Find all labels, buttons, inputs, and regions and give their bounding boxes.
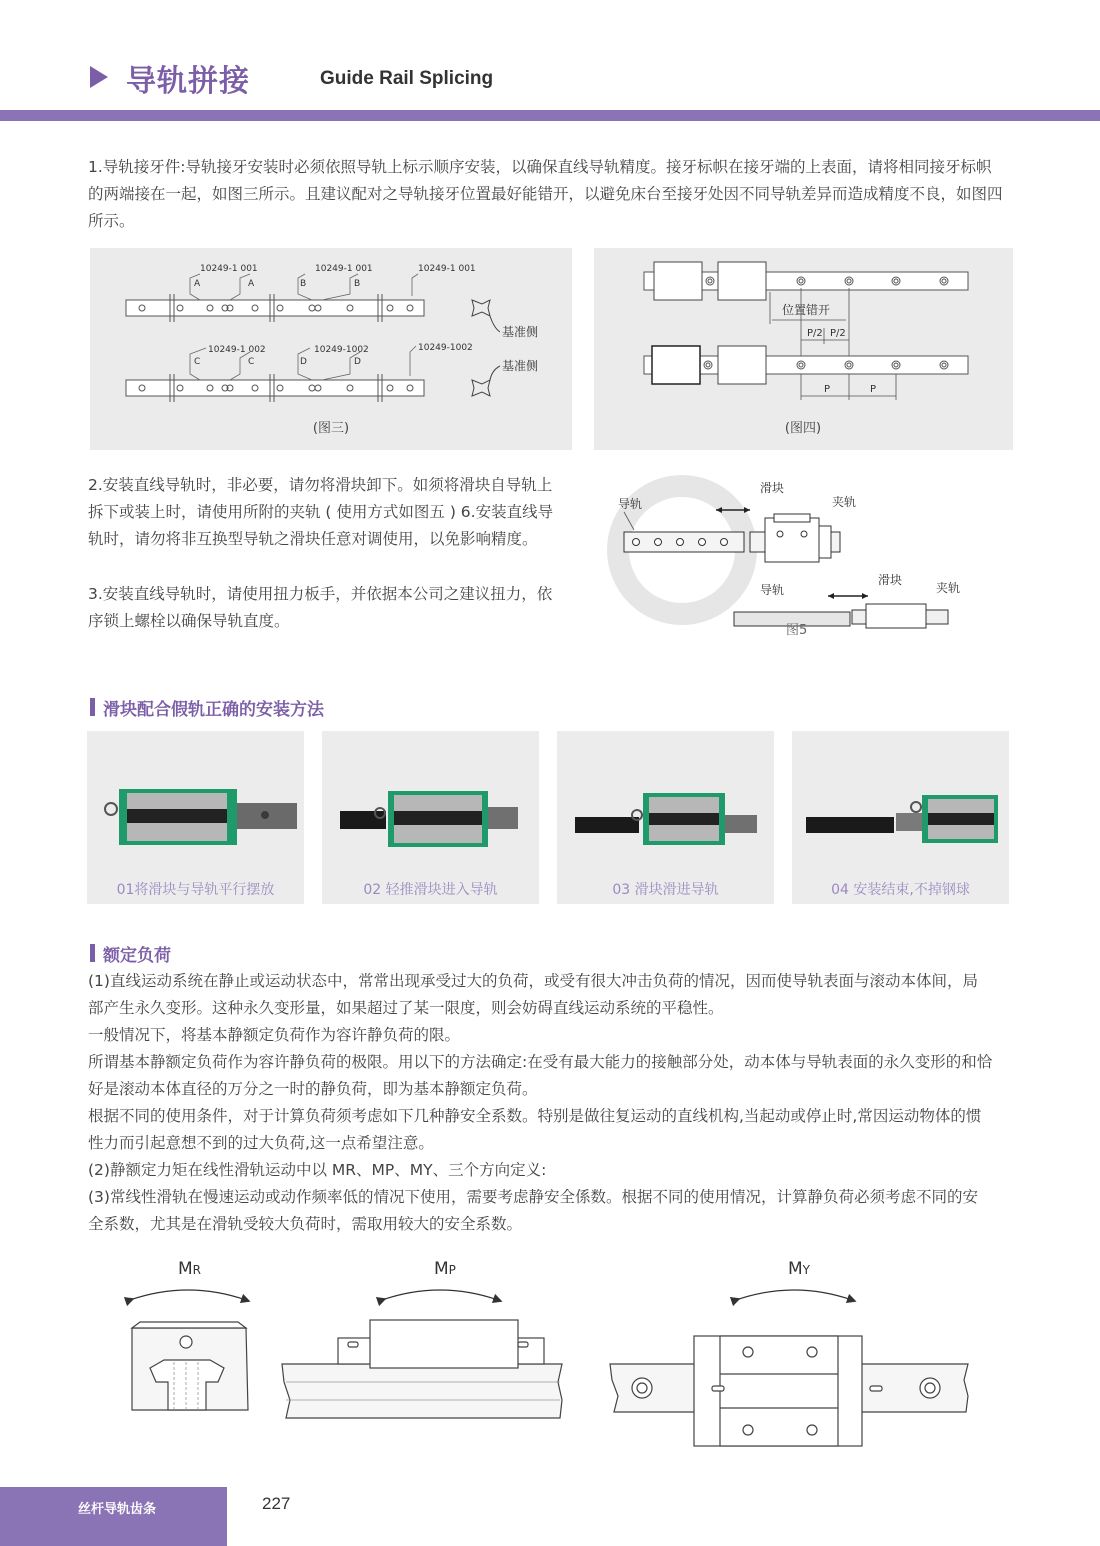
fig4-offset-label: 位置错开 bbox=[782, 303, 831, 317]
step-1-caption: 01将滑块与导轨平行摆放 bbox=[116, 882, 275, 898]
page-title-english: Guide Rail Splicing bbox=[320, 68, 494, 89]
fig4-half-pitch-2: P/2 bbox=[830, 328, 846, 339]
figure-5-diagram bbox=[600, 470, 980, 650]
install-step-3 bbox=[557, 731, 774, 904]
header-triangle-icon bbox=[90, 66, 108, 88]
figure-5 bbox=[600, 470, 980, 650]
fig3-letter-c2: C bbox=[248, 357, 255, 367]
step-3-illustration bbox=[557, 731, 774, 871]
install-step-4 bbox=[792, 731, 1009, 904]
rated-load-line-6: (3)常线性滑轨在慢速运动或动作频率低的情况下使用，需要考虑静安全係数。根据不同的使用情况，计算静负荷必须考虑不同的安全系数，尤其是在滑轨受较大负荷时，需取用较大的安全系数。 bbox=[88, 1188, 978, 1233]
fig3-label-bottom-2: 10249-1002 bbox=[314, 345, 369, 355]
section-marker bbox=[90, 944, 95, 962]
fig3-label-top-1: 10249-1 001 bbox=[200, 264, 258, 274]
fig3-ref-side-2: 基准侧 bbox=[502, 359, 539, 373]
fig5-rail-label-2: 导轨 bbox=[760, 583, 785, 597]
rated-load-text bbox=[88, 968, 993, 1238]
rated-load-line-5: (2)静额定力矩在线性滑轨运动中以 MR、MP、MY、三个方向定义: bbox=[88, 1161, 547, 1179]
fig5-slider-label-1: 滑块 bbox=[760, 481, 785, 495]
fig5-clamp-label-1: 夹轨 bbox=[832, 495, 857, 509]
fig5-rail-label-1: 导轨 bbox=[618, 497, 643, 511]
fig5-clamp-label-2: 夹轨 bbox=[936, 581, 961, 595]
install-paragraph-3: 3.安装直线导轨时，请使用扭力板手，并依据本公司之建议扭力，依序锁上螺栓以确保导轨直度。 bbox=[88, 585, 553, 630]
moment-my-drawing bbox=[610, 1336, 968, 1446]
figure-3-diagram bbox=[90, 248, 572, 450]
fig3-letter-a2: A bbox=[248, 279, 255, 289]
step-4-illustration bbox=[792, 731, 1009, 871]
install-step-2 bbox=[322, 731, 539, 904]
moment-mr-drawing bbox=[132, 1322, 248, 1410]
figure-4-panel bbox=[594, 248, 1013, 450]
fig5-slider-label-2: 滑块 bbox=[878, 573, 903, 587]
intro-paragraph: 1.导轨接牙件:导轨接牙安装时必须依照导轨上标示顺序安装，以确保直线导轨精度。接牙标帜在接牙端的上表面，请将相同接牙标帜的两端接在一起，如图三所示。且建议配对之导轨接牙位置最好能错开，以避免床台至接牙处因不同导轨差异而造成精度不良，如图四所示。 bbox=[88, 158, 1003, 230]
footer-category: 丝杆导轨齿条 bbox=[78, 1502, 157, 1517]
fig3-ref-side-1: 基准侧 bbox=[502, 325, 539, 339]
step-1-illustration bbox=[87, 731, 304, 871]
figure-3-panel bbox=[90, 248, 572, 450]
step-3-caption: 03 滑块滑进导轨 bbox=[612, 882, 719, 898]
fig3-label-bottom-1: 10249-1 002 bbox=[208, 345, 266, 355]
fig3-letter-c1: C bbox=[194, 357, 201, 367]
fig4-pitch-1: P bbox=[824, 384, 831, 395]
fig3-letter-d2: D bbox=[354, 357, 361, 367]
moment-mp-drawing bbox=[282, 1320, 562, 1418]
page-number: 227 bbox=[262, 1494, 291, 1513]
fig3-label-top-2: 10249-1 001 bbox=[315, 264, 373, 274]
step-2-illustration bbox=[322, 731, 539, 871]
install-paragraph-2: 2.安装直线导轨时，非必要，请勿将滑块卸下。如须将滑块自导轨上拆下或装上时，请使用所附的夹轨 ( 使用方式如图五 ) 6.安装直线导轨时，请勿将非互换型导轨之滑块任意对调使用，以免影响精度。 bbox=[88, 476, 554, 548]
header-divider bbox=[0, 110, 1100, 121]
fig3-letter-d1: D bbox=[300, 357, 307, 367]
fig5-caption: 图5 bbox=[786, 623, 808, 638]
rated-load-line-4: 根据不同的使用条件，对于计算负荷须考虑如下几种静安全系数。特别是做往复运动的直线机构,当起动或停止时,常因运动物体的惯性力而引起意想不到的过大负荷,这一点希望注意。 bbox=[88, 1107, 982, 1152]
fig4-pitch-2: P bbox=[870, 384, 877, 395]
moment-mr-label: MR bbox=[178, 1259, 202, 1279]
section-marker bbox=[90, 698, 95, 716]
section-title-dummy-rail: 滑块配合假轨正确的安装方法 bbox=[103, 700, 324, 720]
figure-4-caption: (图四) bbox=[784, 421, 822, 436]
page-title: 导轨拼接 bbox=[126, 64, 250, 99]
step-2-caption: 02 轻推滑块进入导轨 bbox=[363, 882, 498, 898]
rated-load-line-2: 一般情况下，将基本静额定负荷作为容许静负荷的限。 bbox=[88, 1026, 461, 1044]
moment-diagrams bbox=[110, 1250, 990, 1460]
figure-3-caption: (图三) bbox=[312, 421, 350, 436]
rated-load-line-1: (1)直线运动系统在静止或运动状态中，常常出现承受过大的负荷，或受有很大冲击负荷的情况，因而使导轨表面与滚动本体间，局部产生永久变形。这种永久变形量，如果超过了某一限度，则会妨碍直线运动系统的平稳性。 bbox=[88, 972, 978, 1017]
figure-4-diagram bbox=[594, 248, 1013, 450]
fig3-label-top-3: 10249-1 001 bbox=[418, 264, 476, 274]
section-title-rated-load: 额定负荷 bbox=[103, 946, 171, 966]
install-step-1 bbox=[87, 731, 304, 904]
rated-load-line-3: 所谓基本静额定负荷作为容许静负荷的极限。用以下的方法确定:在受有最大能力的接触部分处，动本体与导轨表面的永久变形的和恰好是滚动本体直径的万分之一时的静负荷，即为基本静额定负荷。 bbox=[88, 1053, 993, 1098]
moment-mp-label: MP bbox=[434, 1259, 456, 1279]
moment-diagrams-svg bbox=[110, 1250, 990, 1460]
fig3-letter-b2: B bbox=[354, 279, 361, 289]
step-4-caption: 04 安装结束,不掉钢球 bbox=[831, 882, 970, 898]
moment-my-label: MY bbox=[788, 1259, 811, 1279]
fig4-half-pitch-1: P/2 bbox=[807, 328, 823, 339]
fig3-label-bottom-3: 10249-1002 bbox=[418, 343, 473, 353]
fig3-letter-a1: A bbox=[194, 279, 201, 289]
fig3-letter-b1: B bbox=[300, 279, 307, 289]
